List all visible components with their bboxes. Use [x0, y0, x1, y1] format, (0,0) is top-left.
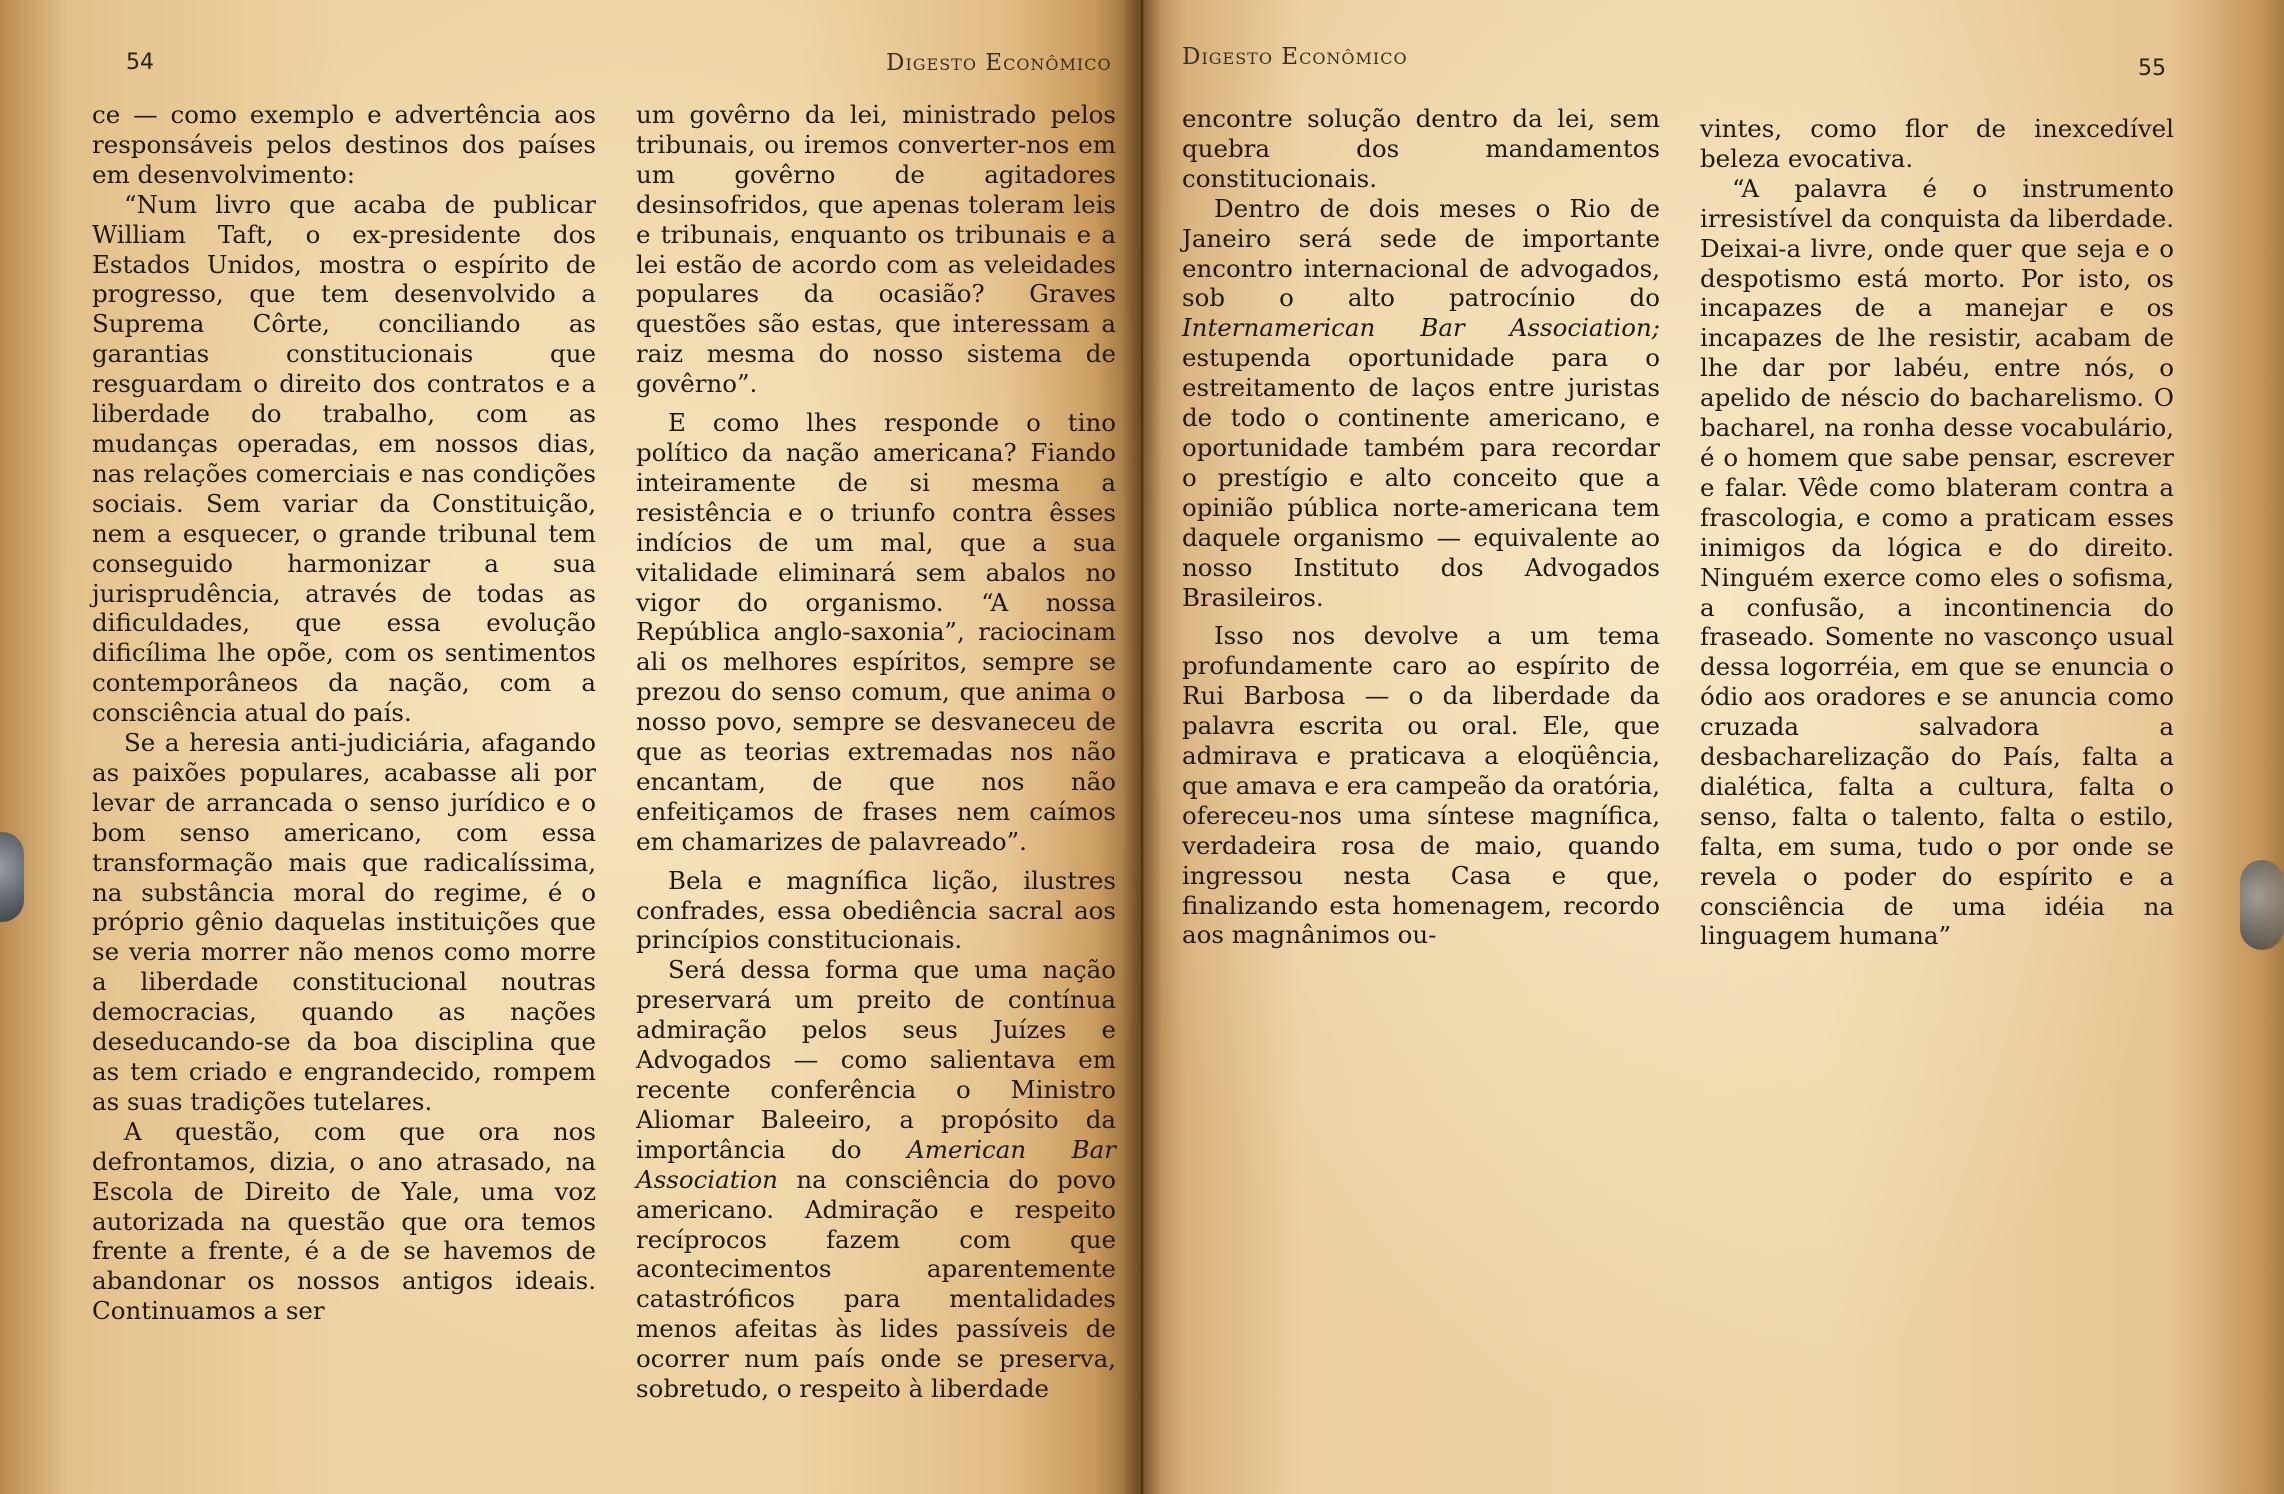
- book-gutter: [1122, 0, 1162, 1494]
- text-run: na consciência do povo americano. Admiração e respeito recíprocos fazem com que acontecimentos aparentemente catastróficos para mentalidades menos afeitas às lides passíveis de ocorrer num país onde se preserva, sobretudo, o respeito à liberdade: [636, 1164, 1116, 1404]
- page-number-left: 54: [126, 50, 154, 75]
- italic-term: American Bar Association: [636, 1134, 1116, 1194]
- text-run: Será dessa forma que uma nação preservará um preito de contínua admiração pelos seus Juízes e Advogados — como salientava em recente conferência o Ministro Aliomar Baleeiro, a propósito da importância do: [636, 955, 1116, 1164]
- paragraph: Isso nos devolve a um tema profundamente caro ao espírito de Rui Barbosa — o da liberdade da palavra escrita ou oral. Ele, que admirava e praticava a eloqüência, que amava e era campeão da oratória, ofereceu-nos uma síntese magnífica, verdadeira rosa de maio, quando ingressou nesta Casa e que, finalizando esta homenagem, recordo aos magnânimos ou-: [1182, 621, 1660, 950]
- paragraph: Se a heresia anti-judiciária, afagando as paixões populares, acabasse ali por levar de arrancada o senso jurídico e o bom senso americano, com essa transformação mais que radicalíssima, na substância moral do regime, é o próprio gênio daquelas instituições que se veria morrer não menos como morre a liberdade constitucional noutras democracias, quando as nações deseducando-se da boa disciplina que as tem criado e engrandecido, rompem as suas tradições tutelares.: [92, 728, 596, 1116]
- paragraph: [636, 955, 1116, 1404]
- running-head-right: Digesto Econômico: [1182, 44, 1408, 70]
- index-tab-left: [0, 832, 24, 922]
- paragraph: Bela e magnífica lição, ilustres confrades, essa obediência sacral aos princípios constitucionais.: [636, 865, 1116, 955]
- left-page-column-2: [636, 100, 1116, 1404]
- right-page-column-2: [1700, 114, 2174, 951]
- paragraph: encontre solução dentro da lei, sem quebra dos mandamentos constitucionais.: [1182, 104, 1660, 193]
- running-head-left: Digesto Econômico: [886, 50, 1112, 76]
- paragraph: ce — como exemplo e advertência aos responsáveis pelos destinos dos países em desenvolvimento:: [92, 100, 596, 189]
- text-run: estupenda oportunidade para o estreitamento de laços entre juristas de todo o continente americano, e oportunidade também para recordar o prestígio e alto conceito que a opinião pública norte-americana tem daquele organismo — equivalente ao nosso Instituto dos Advogados Brasileiros.: [1182, 343, 1660, 612]
- paragraph: E como lhes responde o tino político da nação americana? Fiando inteiramente de si mesma a resistência e o triunfo contra êsses indícios de um mal, que a sua vitalidade eliminará sem abalos no vigor do organismo. “A nossa República anglo-saxonia”, raciocinam ali os melhores espíritos, sempre se prezou do senso comum, que anima o nosso povo, sempre se desvaneceu de que as teorias extremadas nos não encantam, de que nos não enfeitiçamos de frases nem caímos em chamarizes de palavreado”.: [636, 408, 1116, 856]
- paragraph: vintes, como flor de inexcedível beleza evocativa.: [1700, 114, 2174, 173]
- left-page: [0, 0, 1140, 1494]
- text-run: Dentro de dois meses o Rio de Janeiro será sede de importante encontro internacional de advogados, sob o alto patrocínio do: [1182, 193, 1660, 313]
- right-page: [1140, 0, 2284, 1494]
- paragraph: “Num livro que acaba de publicar William Taft, o ex-presidente dos Estados Unidos, mostra o espírito de progresso, que tem desenvolvido a Suprema Côrte, conciliando as garantias constitucionais que resguardam o direito dos contratos e a liberdade do trabalho, com as mudanças operadas, em nossos dias, nas relações comerciais e nas condições sociais. Sem variar da Constituição, nem a esquecer, o grande tribunal tem conseguido harmonizar a sua jurisprudência, através de todas as dificuldades, que essa evolução dificílima lhe opõe, com os sentimentos contemporâneos da nação, com a consciência atual do país.: [92, 189, 596, 728]
- paragraph: [1182, 194, 1660, 613]
- index-tab-right: [2240, 860, 2284, 950]
- italic-term: Internamerican Bar Association;: [1182, 313, 1660, 343]
- right-page-column-1: [1182, 104, 1660, 950]
- page-number-right: 55: [2138, 56, 2166, 81]
- paragraph: um govêrno da lei, ministrado pelos tribunais, ou iremos converter-nos em um govêrno de agitadores desinsofridos, que apenas toleram leis e tribunais, enquanto os tribunais e a lei estão de acordo com as veleidades populares da ocasião? Graves questões são estas, que interessam a raiz mesma do nosso sistema de govêrno”.: [636, 100, 1116, 399]
- page-edge-shade: [2214, 0, 2284, 1494]
- paragraph: “A palavra é o instrumento irresistível da conquista da liberdade. Deixai-a livre, onde quer que seja e o despotismo está morto. Por isto, os incapazes de a manejar e os incapazes de lhe resistir, acabam de lhe dar por labéu, entre nós, o apelido de néscio do bacharelismo. O bacharel, na ronha desse vocabulário, é o homem que sabe pensar, escrever e falar. Vêde como blateram contra a frascologia, e como a praticam esses inimigos da lógica e do direito. Ninguém exerce como eles o sofisma, a confusão, a incontinencia do fraseado. Somente no vasconço usual dessa logorréia, em que se enuncia o ódio aos oradores e se anuncia como cruzada salvadora a desbacharelização do País, falta a dialética, falta a cultura, falta o senso, falta o talento, falta o estilo, falta, em suma, tudo o por onde se revela o poder do espírito e a consciência de uma idéia na linguagem humana”: [1700, 173, 2174, 951]
- left-page-column-1: [92, 100, 596, 1326]
- paragraph: A questão, com que ora nos defrontamos, dizia, o ano atrasado, na Escola de Direito de Yale, uma voz autorizada na questão que ora temos frente a frente, é a de se havemos de abandonar os nossos antigos ideais. Continuamos a ser: [92, 1116, 596, 1326]
